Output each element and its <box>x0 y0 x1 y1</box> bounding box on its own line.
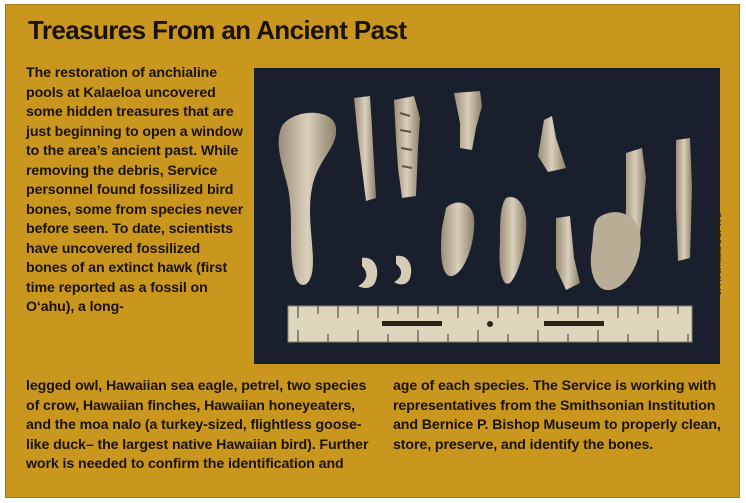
article-text-column-1: The restoration of anchialine pools at Kalaeloa uncovered some hidden treasures that are just beginning to open a window to the area’s ancient past. While removing the debris, Service personnel found fossilized bird bones, some from species never before seen. To date, scientists have uncovered fossilized bones of an extinct hawk (first time reported as a fossil on O‘ahu), a long- <box>26 65 243 315</box>
article-panel <box>5 4 740 498</box>
bone-3 <box>394 96 420 198</box>
article-text-column-2: legged owl, Hawaiian sea eagle, petrel, two species of crow, Hawaiian finches, Hawaiian honeyeaters, and the moa nalo (a turkey-sized, flightless goose-like duck– the largest native Hawaiian bird). Further work is needed to confirm the identification and <box>26 378 369 472</box>
bone-10 <box>499 197 526 284</box>
bone-11 <box>556 216 580 290</box>
fossil-bones-illustration <box>254 68 720 364</box>
article-text-column-3: age of each species. The Service is working with representatives from the Smithsonian Institution and Bernice P. Bishop Museum to properly clean, store, preserve, and identify the bones. <box>393 378 721 453</box>
bone-5 <box>538 116 566 172</box>
claw-2 <box>394 256 411 285</box>
bone-8 <box>591 212 641 290</box>
claw-1 <box>358 258 377 288</box>
bone-1 <box>279 113 337 285</box>
photo-credit: J. Hiromasa/USFWS <box>713 211 723 295</box>
bone-7 <box>676 138 692 261</box>
bone-9 <box>441 203 474 277</box>
bone-4 <box>454 91 482 150</box>
fossil-bones-photo <box>254 68 720 364</box>
bone-2 <box>354 96 376 201</box>
article-title: Treasures From an Ancient Past <box>28 15 407 45</box>
